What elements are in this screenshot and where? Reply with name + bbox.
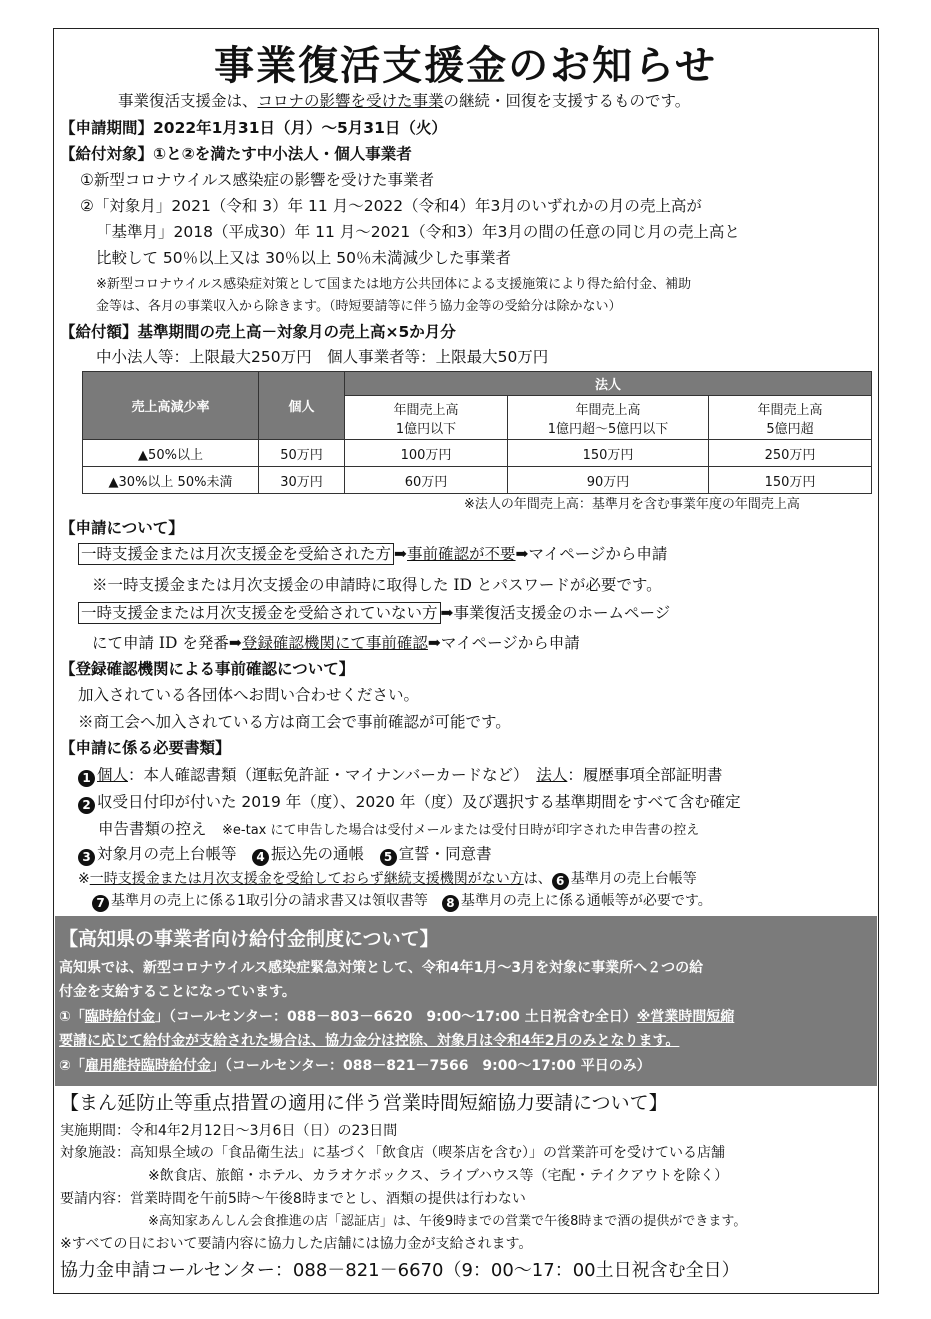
header-corp-tier1: 年間売上高 1億円以下: [345, 396, 508, 440]
eligibility-item-2: ②「対象月」2021（令和 3）年 11 月～2022（令和4）年3月のいずれかの月の売上高が: [80, 197, 702, 215]
kochi-heading: 【高知県の事業者向け給付金制度について】: [59, 928, 439, 950]
cell-rate: ▲30%以上 50%未満: [83, 467, 259, 494]
cell-corp-tier2: 150万円: [508, 440, 709, 467]
apply-line-2: ※一時支援金または月次支援金の申請時に取得した ID とパスワードが必要です。: [92, 576, 662, 594]
manen-heading: 【まん延防止等重点措置の適用に伴う営業時間短縮協力要請について】: [60, 1092, 668, 1114]
cell-corp-tier3: 250万円: [709, 440, 872, 467]
docs-item-7-8: 7 基準月の売上に係る1取引分の請求書又は領収書等 8 基準月の売上に係る通帳等が必要です。: [92, 894, 712, 912]
kochi-line-4: 要請に応じて給付金が支給された場合は、協力金分は控除、対象月は令和4年2月のみとなります。: [59, 1033, 680, 1049]
precheck-heading: 【登録確認機関による事前確認について】: [60, 660, 355, 678]
manen-cooperation-note: ※すべての日において要請内容に協力した店舗には協力金が支給されます。: [60, 1236, 533, 1252]
table-footnote: ※法人の年間売上高：基準月を含む事業年度の年間売上高: [464, 497, 800, 512]
eligibility-note-line2: 金等は、各月の事業収入から除きます。（時短要請等に伴う協力金等の受給分は除かない）: [96, 299, 622, 314]
table-row: [83, 440, 872, 467]
cell-individual: 30万円: [259, 467, 345, 494]
manen-request: 要請内容：営業時間を午前5時～午後8時までとし、酒類の提供は行わない: [60, 1191, 526, 1207]
manen-facilities-note: ※飲食店、旅館・ホテル、カラオケボックス、ライブハウス等（宅配・テイクアウトを除く）: [148, 1168, 729, 1184]
call-center: 協力金申請コールセンター：088－821－6670（9：00～17：00土日祝含む全日）: [60, 1260, 740, 1281]
number-2-icon: 2: [78, 797, 95, 814]
manen-facilities: 対象施設：高知県全域の「食品衛生法」に基づく「飲食店（喫茶店を含む）」の営業許可を受けている店舗: [60, 1145, 725, 1161]
header-corp-tier2: 年間売上高 1億円超～5億円以下: [508, 396, 709, 440]
docs-item-1: 1 個人：本人確認書類（運転免許証・マイナンバーカードなど） 法人：履歴事項全部証明書: [78, 768, 722, 787]
intro-text: [118, 94, 690, 110]
cell-corp-tier3: 150万円: [709, 467, 872, 494]
benefit-table: [82, 371, 872, 494]
docs-item-2: 2 収受日付印が付いた 2019 年（度）、2020 年（度）及び選択する基準期間をすべて含む確定: [78, 795, 741, 814]
page-title: 事業復活支援金のお知らせ: [214, 43, 717, 89]
intro-pre: 事業復活支援金は、: [118, 92, 258, 110]
number-6-icon: 6: [552, 873, 569, 890]
table-row: [83, 467, 872, 494]
docs-heading: 【申請に係る必要書類】: [60, 739, 231, 757]
apply-heading: 【申請について】: [60, 519, 184, 537]
header-reduction: 売上高減少率: [83, 372, 259, 440]
eligibility-item-2-line3: 比較して 50％以上又は 30％以上 50％未満減少した事業者: [96, 249, 511, 267]
amount-heading: 【給付額】基準期間の売上高－対象月の売上高×5か月分: [60, 323, 456, 341]
eligibility-heading: 【給付対象】①と②を満たす中小法人・個人事業者: [60, 145, 412, 163]
precheck-line-1: 加入されている各団体へお問い合わせください。: [78, 686, 420, 704]
number-1-icon: 1: [78, 770, 95, 787]
kochi-line-3: ①「臨時給付金」（コールセンター：088－803－6620 9:00～17:00 土日祝含む全日）※営業時間短縮: [59, 1009, 735, 1025]
number-7-icon: 7: [92, 895, 109, 912]
header-individual: 個人: [259, 372, 345, 440]
eligibility-item-1: ①新型コロナウイルス感染症の影響を受けた事業者: [80, 171, 434, 189]
cell-rate: ▲50%以上: [83, 440, 259, 467]
docs-item-6: ※一時支援金または月次支援金を受給しておらず継続支援機関がない方は、 6 基準月の売上台帳等: [78, 871, 697, 888]
header-corp-tier3: 年間売上高 5億円超: [709, 396, 872, 440]
registered-agency-check: 登録確認機関にて事前確認: [241, 634, 428, 652]
apply-line-1: 一時支援金または月次支援金を受給された方 ➡事前確認が不要➡マイページから申請: [78, 547, 667, 563]
intro-underlined: コロナの影響を受けた事業: [257, 92, 444, 110]
temporary-benefit: 臨時給付金: [84, 1009, 155, 1025]
docs-item-3-5: 3 対象月の売上台帳等 4 振込先の通帳 5 宣誓・同意書: [78, 847, 492, 866]
number-5-icon: 5: [380, 849, 397, 866]
amount-limits: 中小法人等：上限最大250万円 個人事業者等：上限最大50万円: [96, 348, 549, 366]
number-3-icon: 3: [78, 849, 95, 866]
cell-individual: 50万円: [259, 440, 345, 467]
precheck-line-2: ※商工会へ加入されている方は商工会で事前確認が可能です。: [78, 713, 511, 731]
kochi-line-5: ②「雇用維持臨時給付金」（コールセンター：088－821－7566 9:00～17:00 平日のみ）: [59, 1058, 651, 1074]
kochi-benefit-box: [55, 916, 877, 1086]
apply-received-box: 一時支援金または月次支援金を受給された方: [78, 543, 394, 565]
cell-corp-tier1: 60万円: [345, 467, 508, 494]
apply-line-3: 一時支援金または月次支援金を受給されていない方 ➡事業復活支援金のホームページ: [78, 606, 670, 622]
cell-corp-tier2: 90万円: [508, 467, 709, 494]
manen-period: 実施期間：令和4年2月12日～3月6日（日）の23日間: [60, 1123, 398, 1139]
eligibility-note: ※新型コロナウイルス感染症対策として国または地方公共団体による支援施策により得た給付金、補助: [96, 277, 692, 292]
manen-request-note: ※高知家あんしん会食推進の店「認証店」は、午後9時までの営業で午後8時まで酒の提供ができます。: [148, 1214, 747, 1229]
number-4-icon: 4: [252, 849, 269, 866]
employment-benefit: 雇用維持臨時給付金: [84, 1058, 211, 1074]
intro-post: の継続・回復を支援するものです。: [443, 92, 691, 110]
number-8-icon: 8: [442, 895, 459, 912]
eligibility-item-2-line2: 「基準月」2018（平成30）年 11 月～2021（令和3）年3月の間の任意の同じ月の売上高と: [96, 223, 740, 241]
precheck-not-required: 事前確認が不要: [407, 545, 516, 563]
kochi-line-2: 付金を支給することになっています。: [59, 984, 296, 1000]
apply-not-received-box: 一時支援金または月次支援金を受給されていない方: [78, 602, 441, 624]
kochi-line-1: 高知県では、新型コロナウイルス感染症緊急対策として、令和4年1月～3月を対象に事業所へ２つの給: [59, 960, 704, 976]
docs-item-2-line2: 申告書類の控え ※e-tax にて申告した場合は受付メールまたは受付日時が印字された申告書の控え: [98, 820, 700, 838]
cell-corp-tier1: 100万円: [345, 440, 508, 467]
application-period: 【申請期間】2022年1月31日（月）～5月31日（火）: [60, 119, 447, 137]
header-corporation: 法人: [345, 372, 872, 396]
apply-line-4: にて申請 ID を発番➡登録確認機関にて事前確認➡マイページから申請: [92, 634, 580, 652]
